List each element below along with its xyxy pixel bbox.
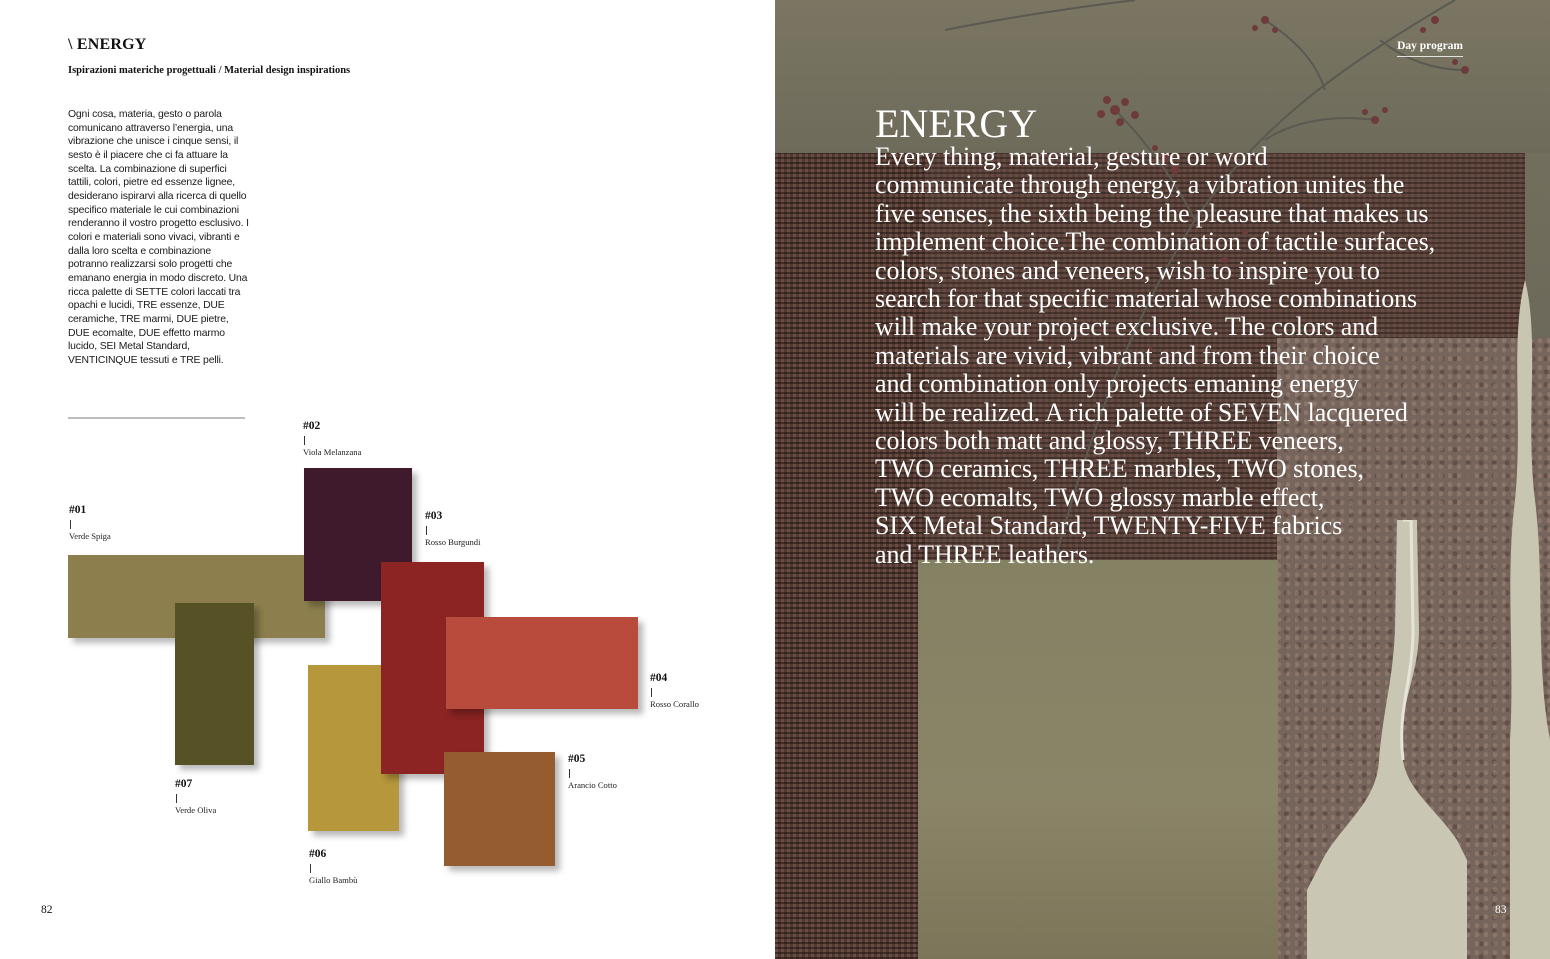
swatch-name: Verde Spiga xyxy=(69,531,111,541)
section-title: \ ENERGY xyxy=(68,36,147,53)
ceramic-vase-illustration xyxy=(1307,520,1467,959)
divider xyxy=(68,417,245,419)
page-number-left: 82 xyxy=(41,904,53,916)
green-lacquer-panel xyxy=(918,560,1278,959)
swatch-name: Rosso Corallo xyxy=(650,699,699,709)
swatch-label-04 xyxy=(650,671,699,710)
section-subtitle: Ispirazioni materiche progettuali / Material design inspirations xyxy=(68,65,351,76)
swatch-code: #04 xyxy=(650,672,668,684)
page-heading: ENERGY xyxy=(875,101,1038,146)
swatch-label-06 xyxy=(309,847,357,886)
swatch-tick xyxy=(651,688,652,697)
swatch-label-02 xyxy=(303,419,361,458)
swatch-name: Viola Melanzana xyxy=(303,447,362,457)
swatch-tick xyxy=(310,864,311,873)
intro-text-english: Every thing, material, gesture or word communicate through energy, a vibration unites the five senses, the sixth being the pleasure that makes us implement choice.The combination of tactile surfaces, colors, stones and veneers, wish to inspire you to search for that specific material whose combinations will make your project exclusive. The colors and materials are vivid, vibrant and from their choice and combination only projects emaning energy will be realized. A rich palette of SEVEN lacquered colors both matt and glossy, THREE veneers, TWO ceramics, THREE marbles, TWO stones, TWO ecomalts, TWO glossy marble effect, SIX Metal Standard, TWENTY-FIVE fabrics and THREE leathers. xyxy=(875,142,1435,569)
section-tag: Day program xyxy=(1397,40,1463,57)
swatch-label-07 xyxy=(175,777,216,816)
right-page-photo xyxy=(775,0,1550,959)
swatch-name: Verde Oliva xyxy=(175,805,217,815)
swatch-code: #07 xyxy=(175,778,193,790)
swatch-name: Giallo Bambù xyxy=(309,875,358,885)
swatch-code: #02 xyxy=(303,420,321,432)
swatch-tick xyxy=(176,794,177,803)
swatch-05-arancio-cotto xyxy=(444,752,555,866)
swatch-label-05 xyxy=(568,752,617,791)
swatch-code: #05 xyxy=(568,753,586,765)
swatch-07-verde-oliva xyxy=(175,603,254,765)
swatch-name: Arancio Cotto xyxy=(568,780,617,790)
swatch-label-01 xyxy=(69,503,111,542)
page-number-right: 83 xyxy=(1495,904,1507,916)
swatch-04-rosso-corallo xyxy=(446,617,638,709)
intro-text-italian: Ogni cosa, materia, gesto o parola comunicano attraverso l’energia, una vibrazione che unisce i cinque sensi, il sesto è il piacere che ci fa attuare la scelta. La combinazione di superfici tattili, colori, pietre ed essenze lignee, desiderano ispirarvi alla ricerca di quello specifico materiale le cui combinazioni renderanno il vostro progetto esclusivo. I colori e materiali sono vivaci, vibranti e dalla loro scelta e combinazione potranno realizzarsi solo progetti che emanano energia in modo discreto. Una ricca palette di SETTE colori laccati tra opachi e lucidi, TRE essenze, DUE ceramiche, TRE marmi, DUE pietre, DUE ecomalte, DUE effetto marmo lucido, SEI Metal Standard, VENTICINQUE tessuti e TRE pelli. xyxy=(68,109,249,366)
swatch-name: Rosso Burgundi xyxy=(425,537,481,547)
swatch-tick xyxy=(569,769,570,778)
swatch-tick xyxy=(70,520,71,529)
swatch-code: #06 xyxy=(309,848,327,860)
swatch-code: #01 xyxy=(69,504,87,516)
swatch-tick xyxy=(304,436,305,445)
swatch-tick xyxy=(426,526,427,535)
swatch-code: #03 xyxy=(425,510,443,522)
swatch-label-03 xyxy=(425,509,480,548)
